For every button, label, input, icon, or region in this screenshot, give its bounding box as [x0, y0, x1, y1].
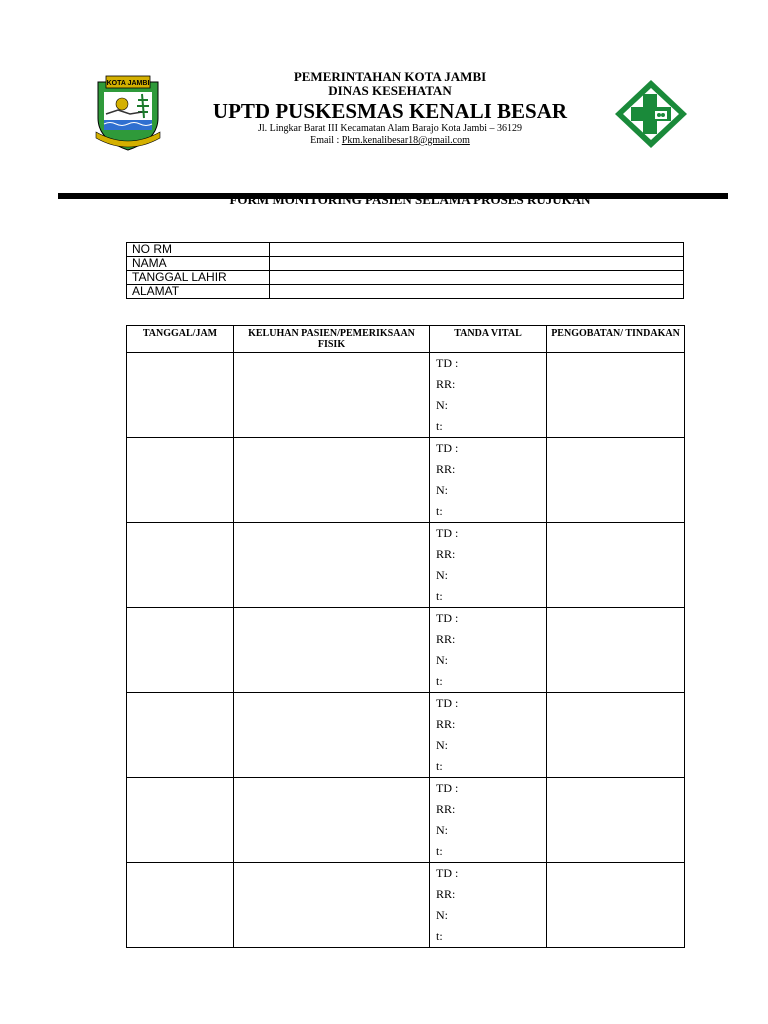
vital-sign-label: TD :: [436, 866, 459, 880]
email-address: Pkm.kenalibesar18@gmail.com: [341, 135, 470, 146]
cell-pengobatan[interactable]: [547, 353, 685, 438]
vital-sign-label: RR:: [436, 632, 456, 646]
cell-pengobatan[interactable]: [547, 863, 685, 948]
table-row: [127, 523, 685, 608]
email-label: Email :: [310, 135, 342, 146]
cell-keluhan[interactable]: [234, 608, 430, 693]
field-value-alamat[interactable]: [270, 285, 684, 299]
vital-signs-list: [430, 863, 546, 947]
vital-sign-label: t:: [436, 589, 443, 603]
cell-pengobatan[interactable]: [547, 523, 685, 608]
vital-sign-label: t:: [436, 844, 443, 858]
vital-sign-label: t:: [436, 929, 443, 943]
vital-sign-label: RR:: [436, 887, 456, 901]
cell-keluhan[interactable]: [234, 523, 430, 608]
vital-sign-label: TD :: [436, 441, 459, 455]
table-row: [127, 257, 684, 271]
vital-signs-list: [430, 693, 546, 777]
table-row: [127, 353, 685, 438]
monitoring-table: [126, 325, 685, 948]
cell-keluhan[interactable]: [234, 353, 430, 438]
table-row: [127, 863, 685, 948]
cell-keluhan[interactable]: [234, 693, 430, 778]
table-header-row: [127, 326, 685, 353]
cell-tanggal-jam[interactable]: [127, 693, 234, 778]
cell-tanggal-jam[interactable]: [127, 778, 234, 863]
monitoring-table-body: [127, 353, 685, 948]
cell-keluhan[interactable]: [234, 778, 430, 863]
patient-identity-table: [126, 242, 684, 299]
field-label-alamat: ALAMAT: [127, 285, 270, 299]
field-value-no-rm[interactable]: [270, 243, 684, 257]
table-row: [127, 285, 684, 299]
cell-pengobatan[interactable]: [547, 438, 685, 523]
table-row: [127, 693, 685, 778]
vital-sign-label: RR:: [436, 802, 456, 816]
vital-sign-label: N:: [436, 738, 448, 752]
vital-sign-label: N:: [436, 398, 448, 412]
vital-sign-label: RR:: [436, 462, 456, 476]
address: Jl. Lingkar Barat III Kecamatan Alam Barajo Kota Jambi – 36129: [257, 123, 523, 134]
cell-tanggal-jam[interactable]: [127, 353, 234, 438]
field-value-tanggal-lahir[interactable]: [270, 271, 684, 285]
cell-tanggal-jam[interactable]: [127, 523, 234, 608]
table-row: [127, 271, 684, 285]
column-header-tanda-vital: TANDA VITAL: [430, 326, 547, 353]
vital-sign-label: TD :: [436, 781, 459, 795]
cell-keluhan[interactable]: [234, 438, 430, 523]
vital-sign-label: N:: [436, 908, 448, 922]
puskesmas-logo: [613, 78, 689, 150]
field-label-tanggal-lahir: TANGGAL LAHIR: [127, 271, 270, 285]
vital-signs-list: [430, 608, 546, 692]
vital-sign-label: t:: [436, 419, 443, 433]
cell-tanda-vital[interactable]: [430, 523, 547, 608]
field-label-nama: NAMA: [127, 257, 270, 271]
letterhead: [170, 70, 610, 147]
vital-sign-label: N:: [436, 483, 448, 497]
cell-tanda-vital[interactable]: [430, 778, 547, 863]
cell-tanda-vital[interactable]: [430, 863, 547, 948]
vital-sign-label: N:: [436, 823, 448, 837]
vital-signs-list: [430, 778, 546, 862]
table-row: [127, 608, 685, 693]
logo-left-text: KOTA JAMBI: [106, 80, 150, 87]
vital-signs-list: [430, 523, 546, 607]
vital-sign-label: t:: [436, 674, 443, 688]
vital-sign-label: TD :: [436, 356, 459, 370]
cell-tanggal-jam[interactable]: [127, 863, 234, 948]
department-name: DINAS KESEHATAN: [328, 83, 452, 98]
cell-tanda-vital[interactable]: [430, 693, 547, 778]
institution-title: UPTD PUSKESMAS KENALI BESAR: [212, 99, 568, 123]
vital-sign-label: N:: [436, 653, 448, 667]
vital-sign-label: TD :: [436, 526, 459, 540]
vital-sign-label: t:: [436, 504, 443, 518]
vital-sign-label: t:: [436, 759, 443, 773]
kota-jambi-logo: [88, 74, 168, 154]
column-header-keluhan: KELUHAN PASIEN/PEMERIKSAAN FISIK: [234, 326, 430, 353]
government-name: PEMERINTAHAN KOTA JAMBI: [293, 69, 487, 84]
field-value-nama[interactable]: [270, 257, 684, 271]
cell-keluhan[interactable]: [234, 863, 430, 948]
cell-tanda-vital[interactable]: [430, 353, 547, 438]
column-header-pengobatan: PENGOBATAN/ TINDAKAN: [547, 326, 685, 353]
vital-sign-label: RR:: [436, 377, 456, 391]
email-line: [170, 135, 610, 147]
cell-pengobatan[interactable]: [547, 608, 685, 693]
vital-sign-label: RR:: [436, 717, 456, 731]
vital-sign-label: N:: [436, 568, 448, 582]
table-row: [127, 778, 685, 863]
cell-pengobatan[interactable]: [547, 778, 685, 863]
cell-tanggal-jam[interactable]: [127, 438, 234, 523]
cell-tanda-vital[interactable]: [430, 438, 547, 523]
vital-sign-label: TD :: [436, 611, 459, 625]
table-row: [127, 438, 685, 523]
vital-signs-list: [430, 438, 546, 522]
cell-tanda-vital[interactable]: [430, 608, 547, 693]
cell-tanggal-jam[interactable]: [127, 608, 234, 693]
table-row: [127, 243, 684, 257]
field-label-no-rm: NO RM: [127, 243, 270, 257]
form-title: FORM MONITORING PASIEN SELAMA PROSES RUJUKAN: [229, 192, 591, 207]
vital-signs-list: [430, 353, 546, 437]
cell-pengobatan[interactable]: [547, 693, 685, 778]
column-header-tanggal-jam: TANGGAL/JAM: [127, 326, 234, 353]
vital-sign-label: TD :: [436, 696, 459, 710]
vital-sign-label: RR:: [436, 547, 456, 561]
